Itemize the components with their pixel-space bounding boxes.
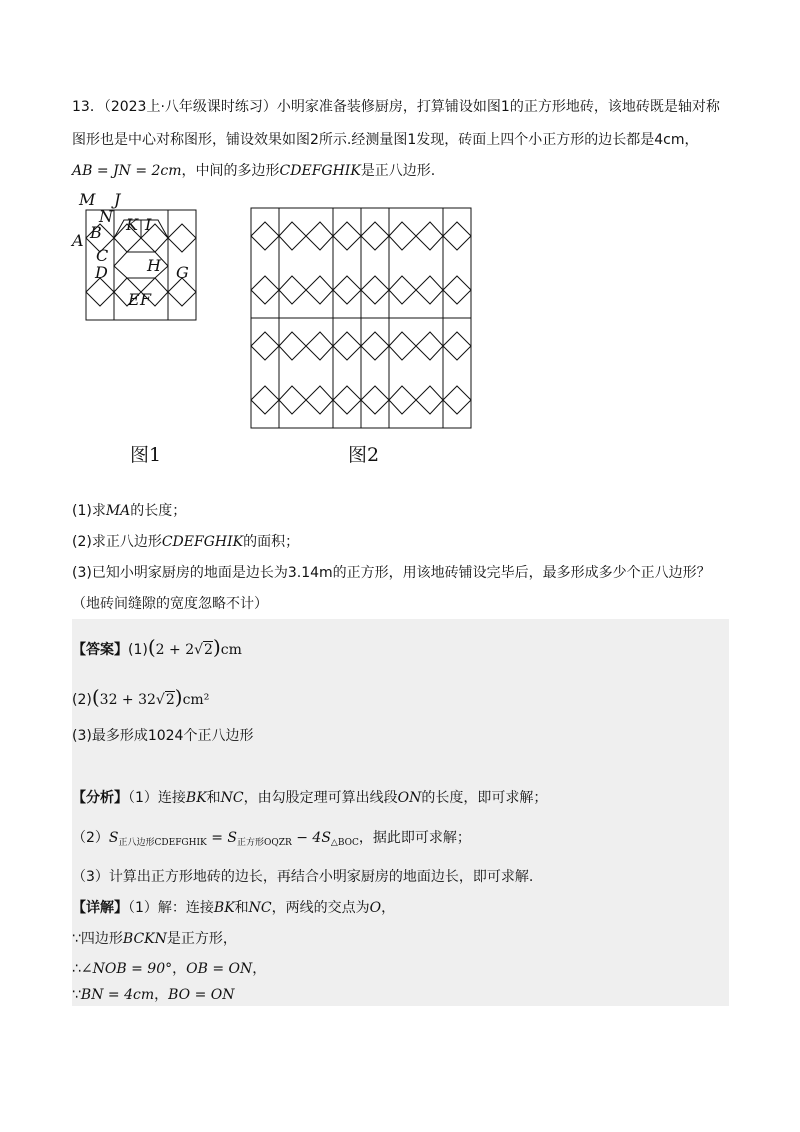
label-e: E [128, 290, 140, 309]
answer-1-rparen: ) [212, 635, 221, 659]
question-math-ab: AB = JN = 2cm [72, 163, 182, 179]
detail-o: O [369, 900, 382, 916]
part-1 [72, 500, 186, 522]
analysis-2a: （2） [72, 830, 109, 846]
detail-bn: BN = 4cm [80, 987, 155, 1003]
part-2 [72, 531, 299, 553]
answer-1-lparen: ( [147, 635, 156, 659]
detail-3a: ∴ [72, 961, 81, 977]
part-1-suffix: 的长度； [130, 503, 187, 519]
answer-2-lparen: ( [91, 685, 100, 709]
analysis-eq: = S [206, 830, 237, 846]
answer-label: 【答案】 [72, 642, 128, 658]
analysis-1d: 的长度，即可求解； [421, 790, 548, 806]
question-number: 13． [72, 99, 104, 115]
answer-1-sqrt-sign: √ [194, 642, 204, 658]
answer-2-radicand: 2 [165, 692, 175, 708]
part-1-prefix: (1)求 [72, 503, 106, 519]
analysis-s1: S [108, 830, 119, 846]
detail-4a: ∵ [72, 987, 81, 1003]
detail-1d: ， [381, 900, 396, 916]
detail-1c: ，两线的交点为 [271, 900, 370, 916]
answer-2-prefix: (2) [72, 692, 92, 708]
detail-bk: BK [213, 900, 235, 916]
analysis-label: 【分析】 [72, 790, 128, 806]
analysis-1a: （1）连接 [128, 790, 186, 806]
detail-1 [72, 897, 395, 919]
answer-2-rparen: ) [174, 685, 183, 709]
detail-4 [72, 984, 235, 1006]
question-line-1 [72, 96, 720, 118]
detail-1b: 和 [234, 900, 249, 916]
part-2-suffix: 的面积； [243, 534, 300, 550]
label-i: I [145, 215, 152, 234]
answer-2-sqrt-sign: √ [155, 692, 165, 708]
question-source: （2023上·八年级课时练习） [103, 99, 277, 115]
analysis-sub3: △BOC [330, 838, 359, 848]
analysis-3: （3）计算出正方形地砖的边长，再结合小明家厨房的地面边长，即可求解. [72, 869, 534, 885]
diamond-w-bot [86, 278, 114, 306]
analysis-1b: 和 [206, 790, 221, 806]
detail-ob-on: OB = ON [186, 961, 253, 977]
analysis-sub2: 正方形OQZR [236, 838, 292, 848]
label-a: A [72, 231, 84, 250]
part-1-math: MA [105, 503, 131, 519]
part-3-note: （地砖间缝隙的宽度忽略不计） [72, 596, 268, 612]
tile-top-right [361, 208, 471, 318]
label-j: J [114, 190, 121, 209]
answer-2 [72, 686, 209, 711]
tile-bottom-right [361, 318, 471, 428]
answer-1-math: 2 + 2 [155, 642, 195, 658]
detail-2a: ∵四边形 [72, 931, 123, 947]
tile-bottom-left [251, 318, 361, 428]
question-text-2: 图形也是中心对称图形，铺设效果如图2所示.经测量图1发现，砖面上四个小正方形的边长都是4cm， [72, 132, 699, 148]
label-d: D [95, 263, 108, 282]
label-f: F [140, 290, 152, 309]
analysis-2 [72, 827, 471, 854]
detail-bo-on: BO = ON [168, 987, 235, 1003]
answer-3: (3)最多形成1024个正八边形 [72, 728, 254, 744]
figure-1-caption: 图1 [130, 444, 162, 466]
analysis-bk: BK [185, 790, 207, 806]
analysis-1 [72, 787, 547, 809]
label-k: K [126, 215, 138, 234]
answer-2-math: 32 + 32 [99, 692, 156, 708]
analysis-nc: NC [220, 790, 244, 806]
figure-1 [70, 188, 200, 323]
question-line-2 [72, 129, 699, 151]
part-2-prefix: (2)求正八边形 [72, 534, 162, 550]
detail-3b: ， [172, 961, 187, 977]
tile-top-left [251, 208, 361, 318]
detail-4b: ， [154, 987, 169, 1003]
label-b: B [90, 223, 102, 242]
part-3: (3)已知小明家厨房的地面是边长为3.14m的正方形，用该地砖铺设完毕后，最多形成多少个正八边形？ [72, 565, 711, 581]
part-2-math: CDEFGHIK [161, 534, 244, 550]
analysis-minus: − 4S [291, 830, 331, 846]
answer-1 [72, 636, 242, 661]
detail-label: 【详解】 [72, 900, 128, 916]
question-text-3b: 是正八边形. [360, 163, 436, 179]
diamond-e-top [168, 224, 196, 252]
answer-1-unit: cm [220, 642, 242, 658]
question-text-3a: ，中间的多边形 [181, 163, 280, 179]
analysis-sub1: 正八边形CDEFGHIK [118, 838, 207, 848]
detail-3c: ， [252, 961, 267, 977]
label-h: H [147, 256, 161, 275]
label-c: C [96, 246, 109, 265]
figure-2-caption: 图2 [348, 444, 380, 466]
label-g: G [176, 263, 189, 282]
answer-1-prefix: (1) [128, 642, 148, 658]
label-m: M [79, 190, 96, 209]
label-n: N [99, 207, 113, 226]
question-line-3 [72, 160, 435, 182]
analysis-on: ON [397, 790, 422, 806]
detail-nc: NC [248, 900, 272, 916]
detail-3 [72, 958, 266, 980]
detail-2 [72, 928, 237, 950]
analysis-1c: ，由勾股定理可算出线段 [243, 790, 398, 806]
detail-1a: （1）解：连接 [128, 900, 214, 916]
figure-2 [250, 207, 472, 429]
answer-1-radicand: 2 [204, 642, 213, 658]
detail-angle: ∠NOB = 90° [80, 961, 173, 977]
detail-2b: 是正方形， [166, 931, 237, 947]
question-text-1: 小明家准备装修厨房，打算铺设如图1的正方形地砖，该地砖既是轴对称 [276, 99, 720, 115]
diamond-e-bot [168, 278, 196, 306]
question-polygon-name: CDEFGHIK [279, 163, 361, 179]
analysis-2b: ，据此即可求解； [358, 830, 471, 846]
detail-bckn: BCKN [122, 931, 167, 947]
answer-2-unit: cm² [182, 692, 210, 708]
